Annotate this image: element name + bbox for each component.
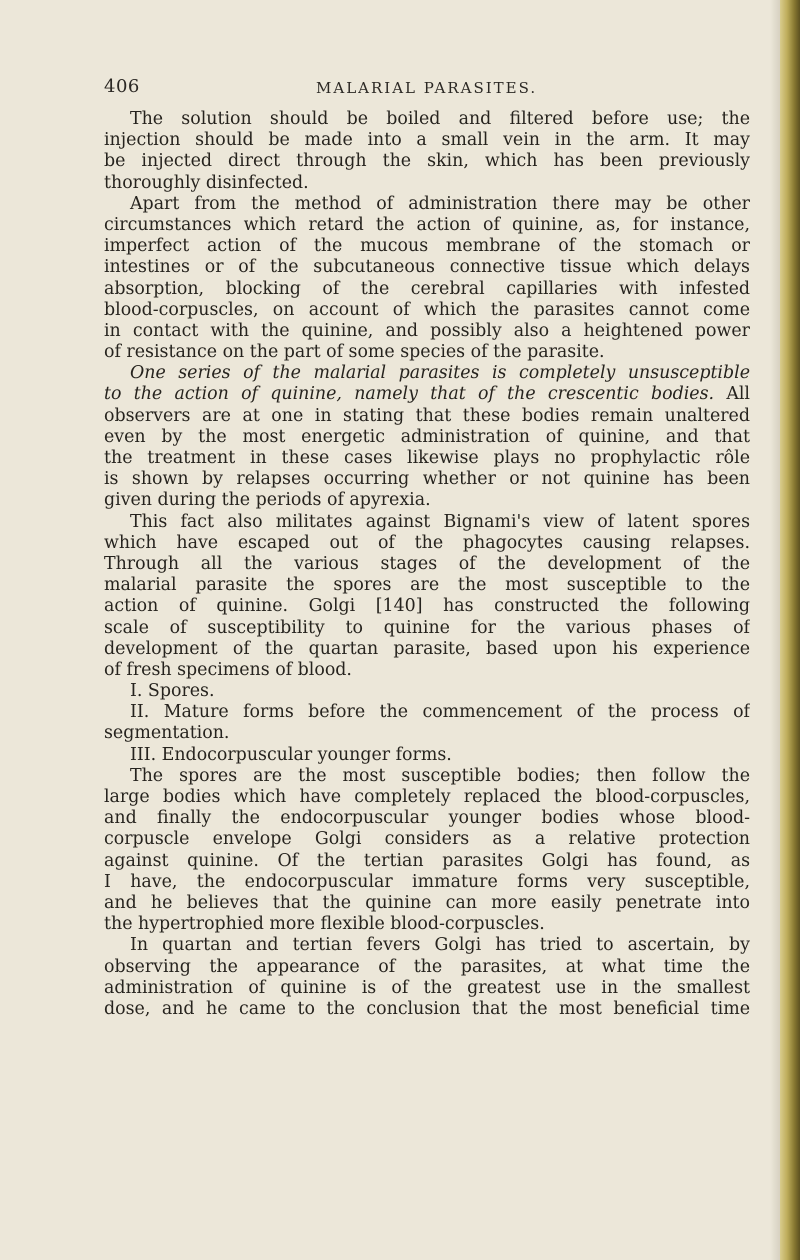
line-text: is shown by relapses occurring whether or not quinine has been — [104, 469, 750, 490]
line-text: corpuscle envelope Golgi considers as a relative protection — [104, 829, 750, 850]
line-text: I have, the endocorpuscular immature forms very susceptible, — [104, 871, 750, 892]
line-text: administration of quinine is of the greatest use in the smallest — [104, 977, 750, 998]
line-text: in contact with the quinine, and possibly also a heightened power — [104, 320, 750, 341]
line-text: of resistance on the part of some species of the parasite. — [104, 342, 605, 363]
line-text: the hypertrophied more flexible blood-corpuscles. — [104, 914, 545, 935]
text-line — [104, 215, 750, 236]
text-line — [104, 257, 750, 278]
line-text: be injected direct through the skin, which has been previously — [104, 151, 750, 172]
line-text: The spores are the most susceptible bodies; then follow the — [130, 765, 750, 786]
line-text: injection should be made into a small vein in the arm. It may — [104, 130, 750, 151]
text-line — [104, 893, 750, 914]
text-line — [104, 596, 750, 617]
line-text: scale of susceptibility to quinine for the various phases of — [104, 617, 750, 638]
line-text: observing the appearance of the parasites, at what time the — [104, 956, 750, 977]
line-text: absorption, blocking of the cerebral capillaries with infested — [104, 278, 750, 299]
line-text: thoroughly disinfected. — [104, 172, 309, 193]
line-text: which have escaped out of the phagocytes causing relapses. — [104, 532, 750, 553]
text-line — [104, 766, 750, 787]
spine-shadow — [770, 0, 780, 1260]
text-line — [104, 427, 750, 448]
line-text: The solution should be boiled and filtered before use; the — [130, 109, 750, 129]
italic-text: to the action of quinine, namely that of the crescentic bodies. — [104, 384, 715, 405]
line-text: and finally the endocorpuscular younger bodies whose blood- — [104, 808, 750, 829]
text-line — [104, 681, 750, 702]
running-head: MALARIAL PARASITES. — [316, 79, 538, 97]
text-line — [104, 448, 750, 469]
line-text: II. Mature forms before the commencement of the process of — [130, 702, 750, 723]
text-line — [104, 533, 750, 554]
line-text: even by the most energetic administration of quinine, and that — [104, 426, 750, 447]
line-text: All — [714, 384, 750, 405]
text-line — [104, 999, 750, 1020]
text-line — [104, 384, 750, 405]
italic-text: One series of the malarial parasites is completely unsusceptible — [130, 363, 750, 384]
line-text: In quartan and tertian fevers Golgi has tried to ascertain, by — [130, 935, 750, 956]
text-line — [104, 194, 750, 215]
text-line — [104, 978, 750, 999]
line-text: dose, and he came to the conclusion that the most beneficial time — [104, 998, 750, 1019]
line-text: circumstances which retard the action of quinine, as, for instance, — [104, 214, 750, 235]
line-text: large bodies which have completely replaced the blood-corpuscles, — [104, 787, 750, 807]
line-text: and he believes that the quinine can more easily penetrate into — [104, 892, 750, 913]
page-header — [104, 76, 744, 104]
line-text: III. Endocorpuscular younger forms. — [130, 744, 452, 765]
text-line — [104, 723, 750, 744]
text-line — [104, 469, 750, 490]
line-text: against quinine. Of the tertian parasites Golgi has found, as — [104, 850, 750, 871]
text-line — [104, 935, 750, 956]
text-line — [104, 512, 750, 533]
line-text: I. Spores. — [130, 681, 215, 702]
text-line — [104, 236, 750, 257]
text-line — [104, 914, 750, 935]
text-line — [104, 130, 750, 151]
text-line — [104, 872, 750, 893]
book-spine-edge — [780, 0, 800, 1260]
line-text: This fact also militates against Bignami's view of latent spores — [130, 511, 750, 532]
text-line — [104, 342, 750, 363]
line-text: observers are at one in stating that these bodies remain unaltered — [104, 405, 750, 426]
text-line — [104, 702, 750, 723]
line-text: development of the quartan parasite, based upon his experience — [104, 638, 750, 659]
page-number: 406 — [104, 76, 140, 97]
text-line — [104, 321, 750, 342]
line-text: segmentation. — [104, 723, 230, 744]
text-line — [104, 829, 750, 850]
line-text: intestines or of the subcutaneous connective tissue which delays — [104, 257, 750, 278]
text-line — [104, 851, 750, 872]
line-text: given during the periods of apyrexia. — [104, 490, 431, 511]
text-line — [104, 575, 750, 596]
text-line — [104, 363, 750, 384]
line-text: Through all the various stages of the development of the — [104, 553, 750, 574]
text-line — [104, 957, 750, 978]
line-text: of fresh specimens of blood. — [104, 659, 352, 680]
text-line — [104, 745, 750, 766]
text-line — [104, 300, 750, 321]
line-text: imperfect action of the mucous membrane of the stomach or — [104, 236, 750, 257]
text-line — [104, 109, 750, 130]
text-line — [104, 279, 750, 300]
text-line — [104, 151, 750, 172]
body-text — [104, 109, 750, 1020]
text-line — [104, 618, 750, 639]
line-text: malarial parasite the spores are the most susceptible to the — [104, 575, 750, 596]
text-line — [104, 639, 750, 660]
text-line — [104, 660, 750, 681]
text-line — [104, 787, 750, 808]
line-text: blood-corpuscles, on account of which the parasites cannot come — [104, 299, 750, 320]
line-text: Apart from the method of administration there may be other — [130, 193, 750, 214]
text-line — [104, 173, 750, 194]
text-line — [104, 490, 750, 511]
line-text: the treatment in these cases likewise plays no prophylactic rôle — [104, 448, 750, 468]
text-line — [104, 808, 750, 829]
text-line — [104, 406, 750, 427]
text-line — [104, 554, 750, 575]
line-text: action of quinine. Golgi [140] has constructed the following — [104, 596, 750, 617]
